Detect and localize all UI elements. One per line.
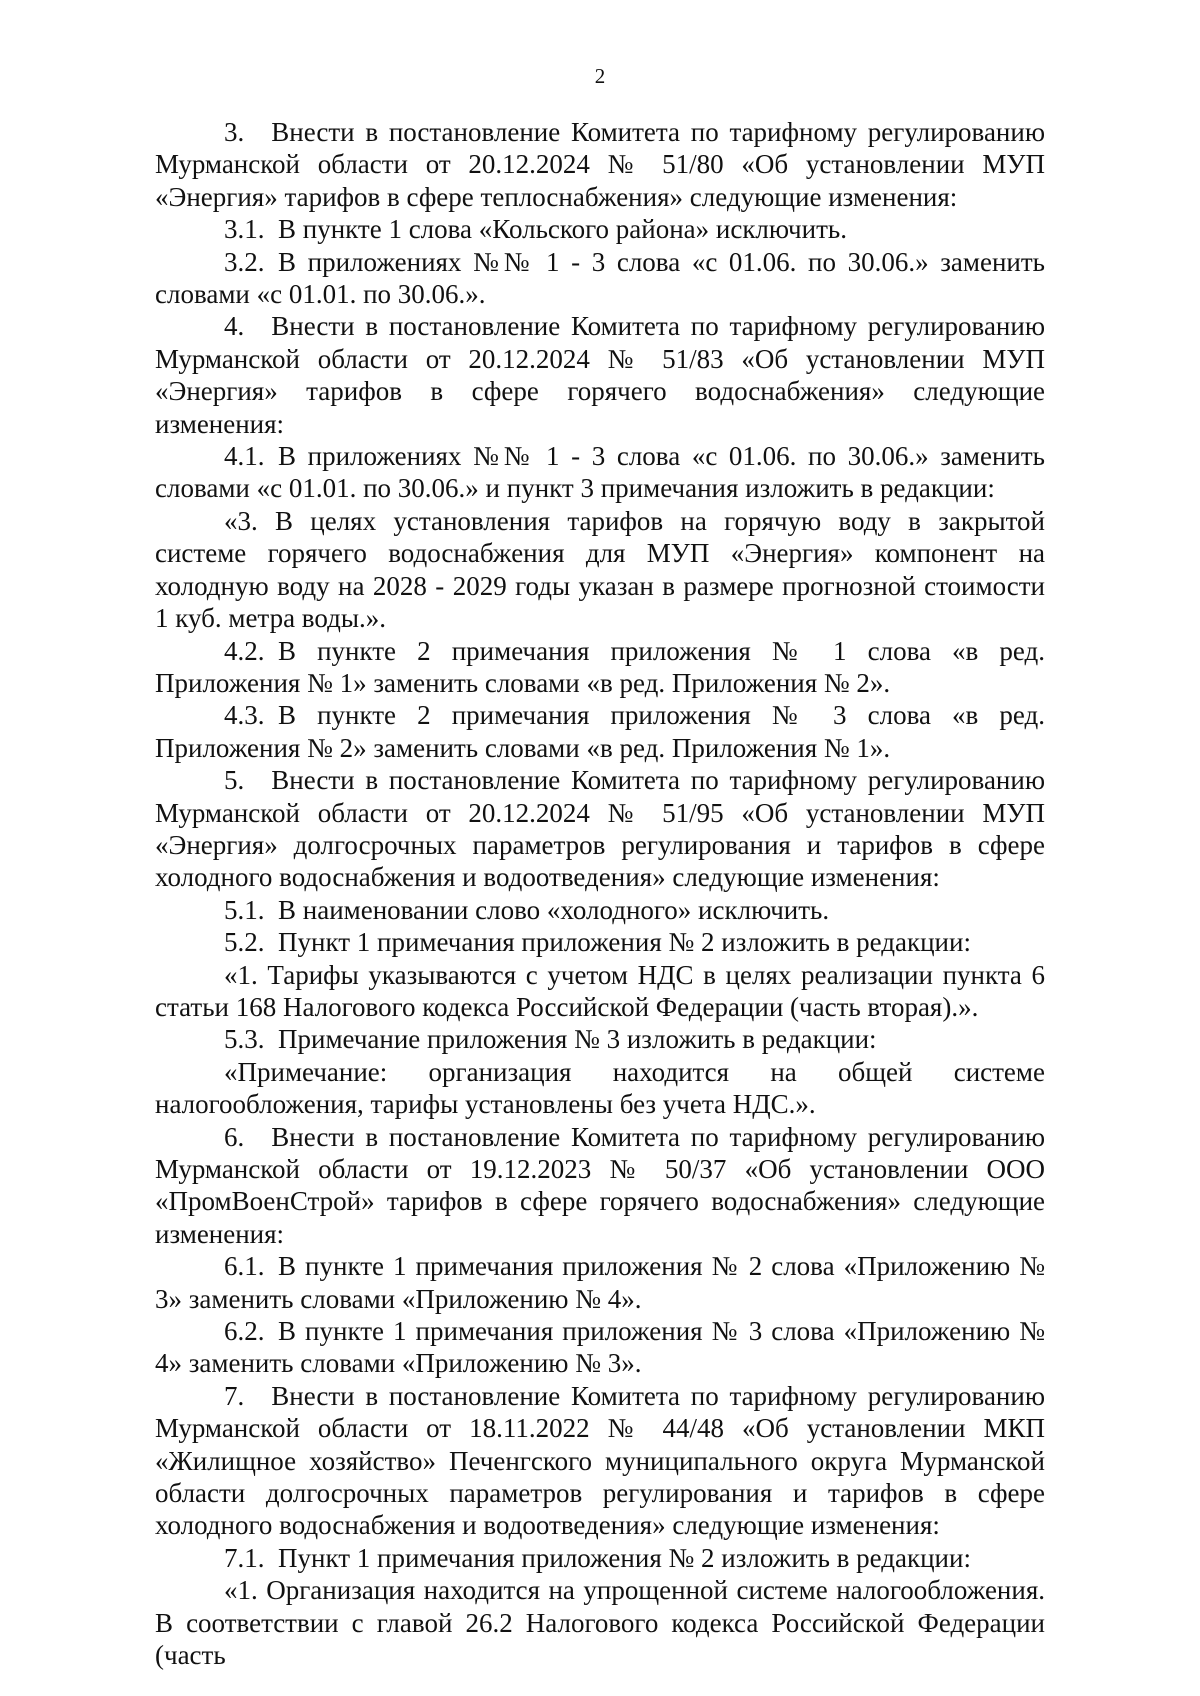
paragraph-5-1: 5.1. В наименовании слово «холодного» исключить. (224, 894, 830, 925)
paragraph-4-2: 4.2. В пункте 2 примечания приложения № 1 слова «в ред. Приложения № 1» заменить словами «в ред. Приложения № 2». (155, 635, 1045, 698)
paragraph-4: 4. Внести в постановление Комитета по тарифному регулированию Мурманской области от 20.12.2024 № 51/83 «Об установлении МУП «Энергия» тарифов в сфере горячего водоснабжения» следующие изменения: (155, 311, 1045, 439)
quoted-note-remark: «Примечание: организация находится на общей системе налогообложения, тарифы установлены без учета НДС.». (155, 1056, 1045, 1120)
document-body (155, 116, 1045, 1672)
paragraph-4-3: 4.3. В пункте 2 примечания приложения № 3 слова «в ред. Приложения № 2» заменить словами «в ред. Приложения № 1». (155, 700, 1045, 763)
paragraph-7: 7. Внести в постановление Комитета по тарифному регулированию Мурманской области от 18.11.2022 № 44/48 «Об установлении МКП «Жилищное хозяйство» Печенгского муниципального округа Мурманской области долгосрочных параметров регулирования и тарифов в сфере холодного водоснабжения и водоотведения» следующие изменения: (155, 1380, 1045, 1541)
paragraph-7-1: 7.1. Пункт 1 примечания приложения № 2 изложить в редакции: (224, 1542, 971, 1573)
paragraph-5-3: 5.3. Примечание приложения № 3 изложить в редакции: (224, 1024, 877, 1055)
page-number: 2 (594, 64, 606, 88)
paragraph-6: 6. Внести в постановление Комитета по тарифному регулированию Мурманской области от 19.12.2023 № 50/37 «Об установлении ООО «ПромВоенСтрой» тарифов в сфере горячего водоснабжения» следующие изменения: (155, 1121, 1045, 1249)
quoted-note-3: «3. В целях установления тарифов на горячую воду в закрытой системе горячего водоснабжения для МУП «Энергия» компонент на холодную воду на 2028 - 2029 годы указан в размере прогнозной стоимости 1 куб. метра воды.». (155, 505, 1045, 634)
paragraph-3: 3. Внести в постановление Комитета по тарифному регулированию Мурманской области от 20.12.2024 № 51/80 «Об установлении МУП «Энергия» тарифов в сфере теплоснабжения» следующие изменения: (155, 117, 1045, 212)
quoted-note-1-simplified: «1. Организация находится на упрощенной системе налогообложения. В соответствии с главой 26.2 Налогового кодекса Российской Федерации (часть (155, 1575, 1045, 1671)
paragraph-6-2: 6.2. В пункте 1 примечания приложения № 3 слова «Приложению № 4» заменить словами «Приложению № 3». (155, 1316, 1045, 1379)
paragraph-3-2: 3.2. В приложениях №№ 1 - 3 слова «с 01.06. по 30.06.» заменить словами «с 01.01. по 30.06.». (155, 246, 1045, 310)
paragraph-3-1: 3.1. В пункте 1 слова «Кольского района» исключить. (224, 214, 847, 245)
paragraph-4-1: 4.1. В приложениях №№ 1 - 3 слова «с 01.06. по 30.06.» заменить словами «с 01.01. по 30.06.» и пункт 3 примечания изложить в редакции: (155, 441, 1045, 504)
paragraph-5: 5. Внести в постановление Комитета по тарифному регулированию Мурманской области от 20.12.2024 № 51/95 «Об установлении МУП «Энергия» долгосрочных параметров регулирования и тарифов в сфере холодного водоснабжения и водоотведения» следующие изменения: (155, 765, 1045, 893)
paragraph-6-1: 6.1. В пункте 1 примечания приложения № 2 слова «Приложению № 3» заменить словами «Приложению № 4». (155, 1251, 1045, 1314)
paragraph-5-2: 5.2. Пункт 1 примечания приложения № 2 изложить в редакции: (224, 927, 971, 958)
quoted-note-1-vat: «1. Тарифы указываются с учетом НДС в целях реализации пункта 6 статьи 168 Налогового кодекса Российской Федерации (часть вторая).». (155, 959, 1045, 1022)
